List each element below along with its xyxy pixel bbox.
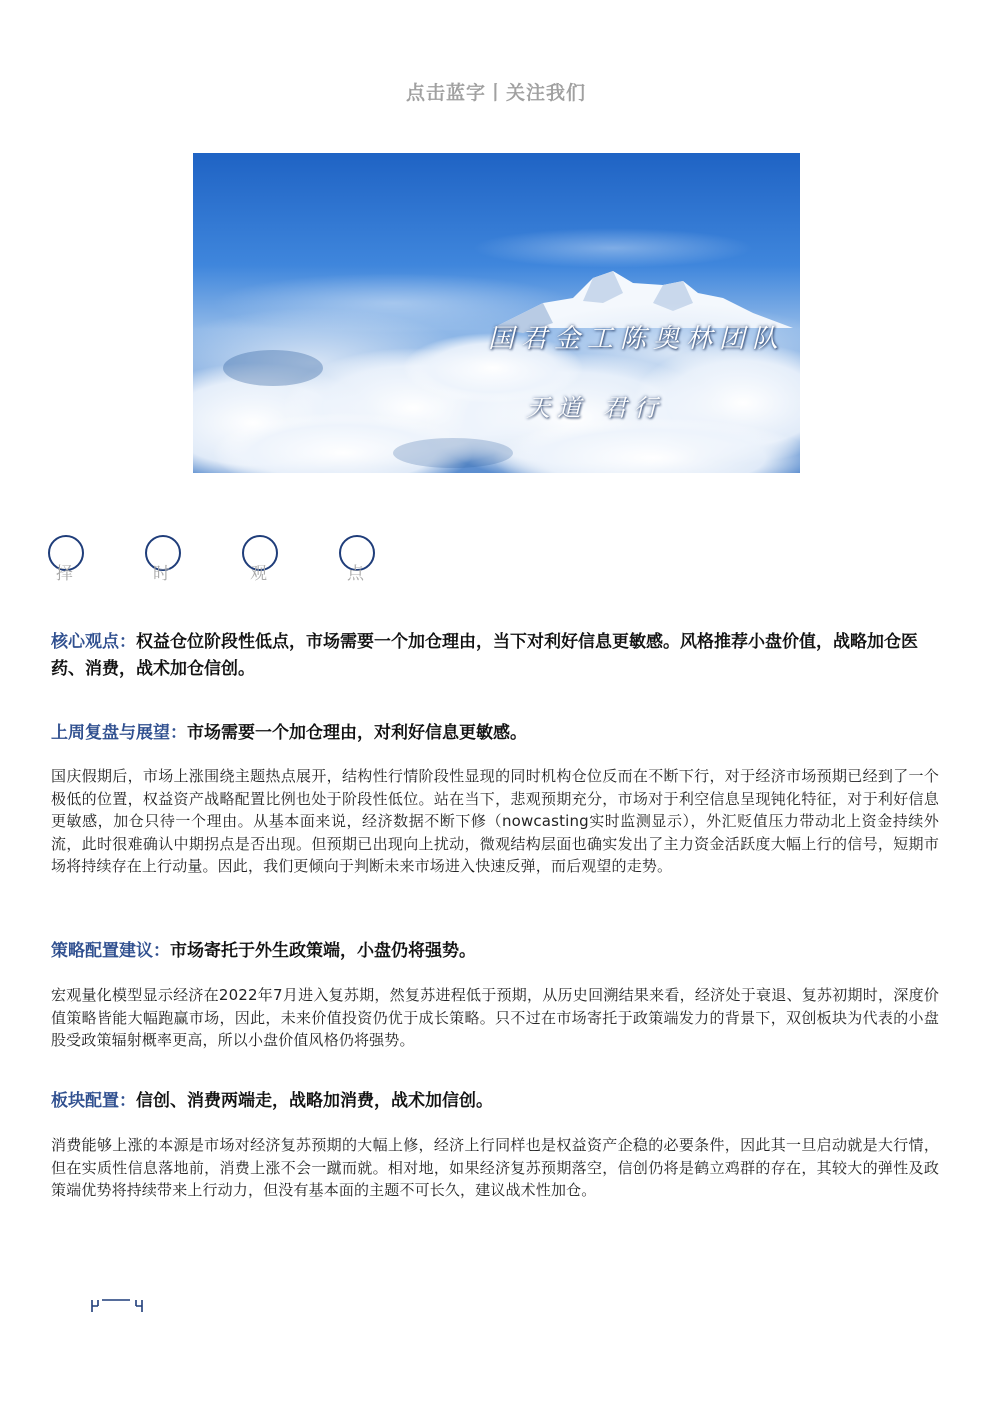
banner-slogan: 天道 君行: [526, 394, 665, 422]
nav-circle-2: [145, 535, 181, 585]
core-view-heading: [51, 629, 931, 683]
nav-circle-char: 点: [347, 564, 364, 584]
nav-circle-char: 时: [153, 564, 170, 584]
banner-team-name: 国君金工陈奥林团队: [488, 324, 786, 354]
nav-circle-1: [48, 535, 84, 585]
weekly-review-heading: [51, 720, 931, 747]
strategy-heading: [51, 938, 931, 965]
section-nav-circles: [48, 535, 448, 595]
sector-label: 板块配置：: [51, 1091, 136, 1111]
cover-image: [193, 153, 800, 473]
weekly-review-label: 上周复盘与展望：: [51, 723, 187, 743]
nav-circle-4: [339, 535, 375, 585]
nav-circle-char: 观: [250, 564, 267, 584]
strategy-body: 宏观量化模型显示经济在2022年7月进入复苏期，然复苏进程低于预期，从历史回溯结果来看，经济处于衰退、复苏初期时，深度价值策略皆能大幅跑赢市场，因此，未来价值投资仍优于成长策略。只不过在市场寄托于政策端发力的背景下，双创板块为代表的小盘股受政策辐射概率更高，所以小盘价值风格仍将强势。: [51, 986, 939, 1049]
core-view-label: 核心观点：: [51, 632, 136, 652]
sector-title: 信创、消费两端走，战略加消费，战术加信创。: [136, 1091, 493, 1111]
sector-body: 消费能够上涨的本源是市场对经济复苏预期的大幅上修，经济上行同样也是权益资产企稳的必要条件，因此其一旦启动就是大行情，但在实质性信息落地前，消费上涨不会一蹴而就。相对地，如果经济复苏预期落空，信创仍将是鹤立鸡群的存在，其较大的弹性及政策端优势将持续带来上行动力，但没有基本面的主题不可长久，建议战术性加仓。: [51, 1136, 939, 1199]
weekly-review-body: 国庆假期后，市场上涨围绕主题热点展开，结构性行情阶段性显现的同时机构仓位反而在不断下行，对于经济市场预期已经到了一个极低的位置，权益资产战略配置比例也处于阶段性低位。站在当下，悲观预期充分，市场对于利空信息呈现钝化特征，对于利好信息更敏感，加仓只待一个理由。从基本面来说，经济数据不断下修（nowcasting实时监测显示），外汇贬值压力带动北上资金持续外流，此时很难确认中期拐点是否出现。但预期已出现向上扰动，微观结构层面也确实发出了主力资金活跃度大幅上行的信号，短期市场将持续存在上行动量。因此，我们更倾向于判断未来市场进入快速反弹，而后观望的走势。: [51, 767, 939, 875]
sector-heading: [51, 1088, 931, 1115]
follow-us-banner-text[interactable]: 点击蓝字丨关注我们: [405, 82, 586, 104]
nav-circle-3: [242, 535, 278, 585]
strategy-label: 策略配置建议：: [51, 941, 170, 961]
strategy-title: 市场寄托于外生政策端，小盘仍将强势。: [170, 941, 476, 961]
divider-ornament-icon: [90, 1296, 146, 1320]
core-view-title: 权益仓位阶段性低点，市场需要一个加仓理由，当下对利好信息更敏感。风格推荐小盘价值，战略加仓医药、消费，战术加仓信创。: [51, 632, 918, 679]
nav-circle-char: 择: [56, 564, 73, 584]
sky-mountain-clouds-image: [193, 153, 800, 473]
weekly-review-title: 市场需要一个加仓理由，对利好信息更敏感。: [187, 723, 527, 743]
